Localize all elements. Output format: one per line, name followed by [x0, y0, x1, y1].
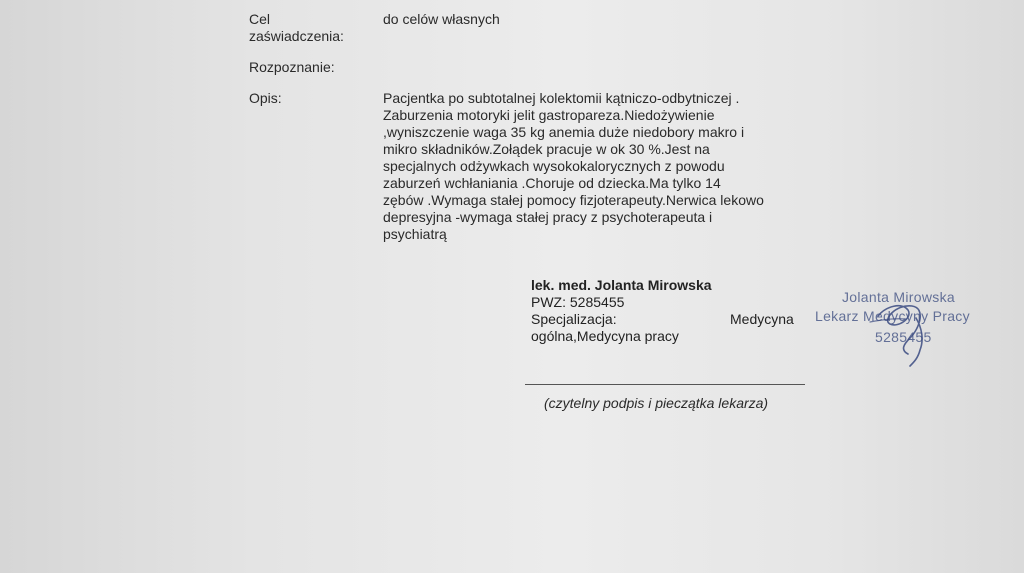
description-line: Pacjentka po subtotalnej kolektomii kątniczo-odbytniczej . — [383, 90, 740, 106]
description-line: depresyjna -wymaga stałej pracy z psychoterapeuta i — [383, 209, 713, 225]
description-line: zaburzeń wchłaniania .Choruje od dziecka.Ma tylko 14 — [383, 175, 721, 191]
description-line: ,wyniszczenie waga 35 kg anemia duże niedobory makro i — [383, 124, 745, 140]
signature-caption: (czytelny podpis i pieczątka lekarza) — [544, 395, 769, 411]
purpose-value: do celów własnych — [383, 11, 500, 27]
specialization-label: Specjalizacja: — [531, 311, 617, 327]
specialization-value-part1: Medycyna — [730, 311, 794, 327]
description-label: Opis: — [249, 90, 282, 106]
description-text — [383, 90, 764, 243]
description-line: psychiatrą — [383, 226, 447, 242]
diagnosis-label: Rozpoznanie: — [249, 59, 335, 75]
specialization-value-part2: ogólna,Medycyna pracy — [531, 328, 679, 344]
signature-line — [525, 384, 805, 385]
stamp-title: Lekarz Medycyny Pracy — [815, 308, 970, 324]
handwritten-signature — [850, 288, 960, 368]
description-line: specjalnych odżywkach wysokokalorycznych z powodu — [383, 158, 725, 174]
doctor-name: lek. med. Jolanta Mirowska — [531, 277, 712, 293]
doctor-info — [531, 277, 712, 345]
purpose-label — [249, 11, 344, 45]
description-line: zębów .Wymaga stałej pomocy fizjoterapeuty.Nerwica lekowo — [383, 192, 764, 208]
doctor-pwz: PWZ: 5285455 — [531, 294, 625, 310]
description-line: Zaburzenia motoryki jelit gastropareza.Niedożywienie — [383, 107, 715, 123]
description-line: mikro składników.Zołądek pracuje w ok 30 %.Jest na — [383, 141, 710, 157]
stamp-number: 5285455 — [875, 329, 932, 345]
stamp-name: Jolanta Mirowska — [842, 289, 955, 305]
purpose-label-line1: Cel — [249, 11, 271, 27]
purpose-label-line2: zaświadczenia: — [249, 28, 344, 44]
